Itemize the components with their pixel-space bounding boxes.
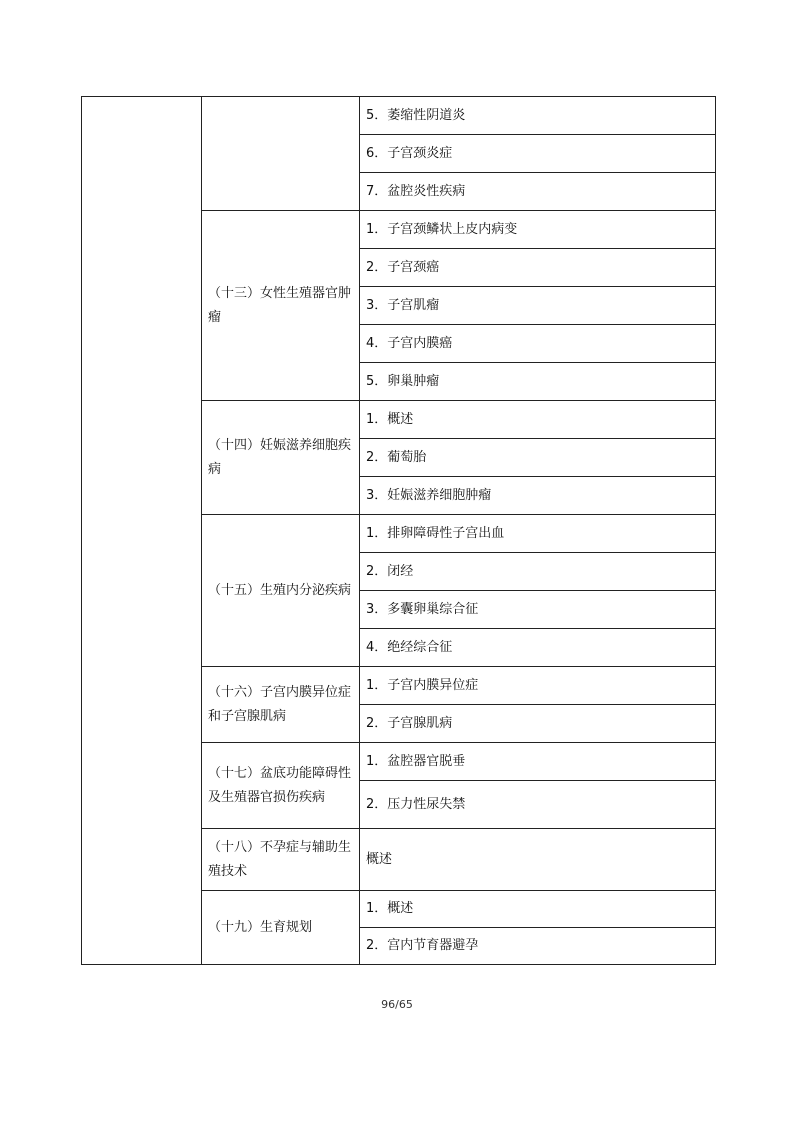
item-cell: 5．萎缩性阴道炎 [360, 97, 716, 135]
item-cell: 1．概述 [360, 401, 716, 439]
item-cell: 3．妊娠滋养细胞肿瘤 [360, 477, 716, 515]
page-number: 96/65 [381, 998, 413, 1011]
item-cell: 4．子宫内膜癌 [360, 325, 716, 363]
item-cell: 1．子宫内膜异位症 [360, 667, 716, 705]
item-cell: 1．子宫颈鳞状上皮内病变 [360, 211, 716, 249]
item-cell: 6．子宫颈炎症 [360, 135, 716, 173]
item-cell: 7．盆腔炎性疾病 [360, 173, 716, 211]
topic-cell: （十五）生殖内分泌疾病 [202, 515, 360, 667]
topic-cell: （十六）子宫内膜异位症和子宫腺肌病 [202, 667, 360, 743]
syllabus-table [81, 96, 716, 965]
item-cell: 1．概述 [360, 891, 716, 928]
item-cell: 2．子宫腺肌病 [360, 705, 716, 743]
topic-cell: （十三）女性生殖器官肿瘤 [202, 211, 360, 401]
item-cell: 5．卵巢肿瘤 [360, 363, 716, 401]
topic-cell [202, 97, 360, 211]
topic-cell: （十七）盆底功能障碍性及生殖器官损伤疾病 [202, 743, 360, 829]
item-cell: 2．闭经 [360, 553, 716, 591]
item-cell: 1．排卵障碍性子宫出血 [360, 515, 716, 553]
topic-cell: （十八）不孕症与辅助生殖技术 [202, 829, 360, 891]
item-cell: 1．盆腔器官脱垂 [360, 743, 716, 781]
item-cell: 3．子宫肌瘤 [360, 287, 716, 325]
topic-cell: （十四）妊娠滋养细胞疾病 [202, 401, 360, 515]
item-cell: 2．压力性尿失禁 [360, 781, 716, 829]
first-column-cell [82, 97, 202, 965]
item-cell: 概述 [360, 829, 716, 891]
item-cell: 3．多囊卵巢综合征 [360, 591, 716, 629]
item-cell: 4．绝经综合征 [360, 629, 716, 667]
item-cell: 2．子宫颈癌 [360, 249, 716, 287]
item-cell: 2．宫内节育器避孕 [360, 928, 716, 965]
topic-cell: （十九）生育规划 [202, 891, 360, 965]
item-cell: 2．葡萄胎 [360, 439, 716, 477]
